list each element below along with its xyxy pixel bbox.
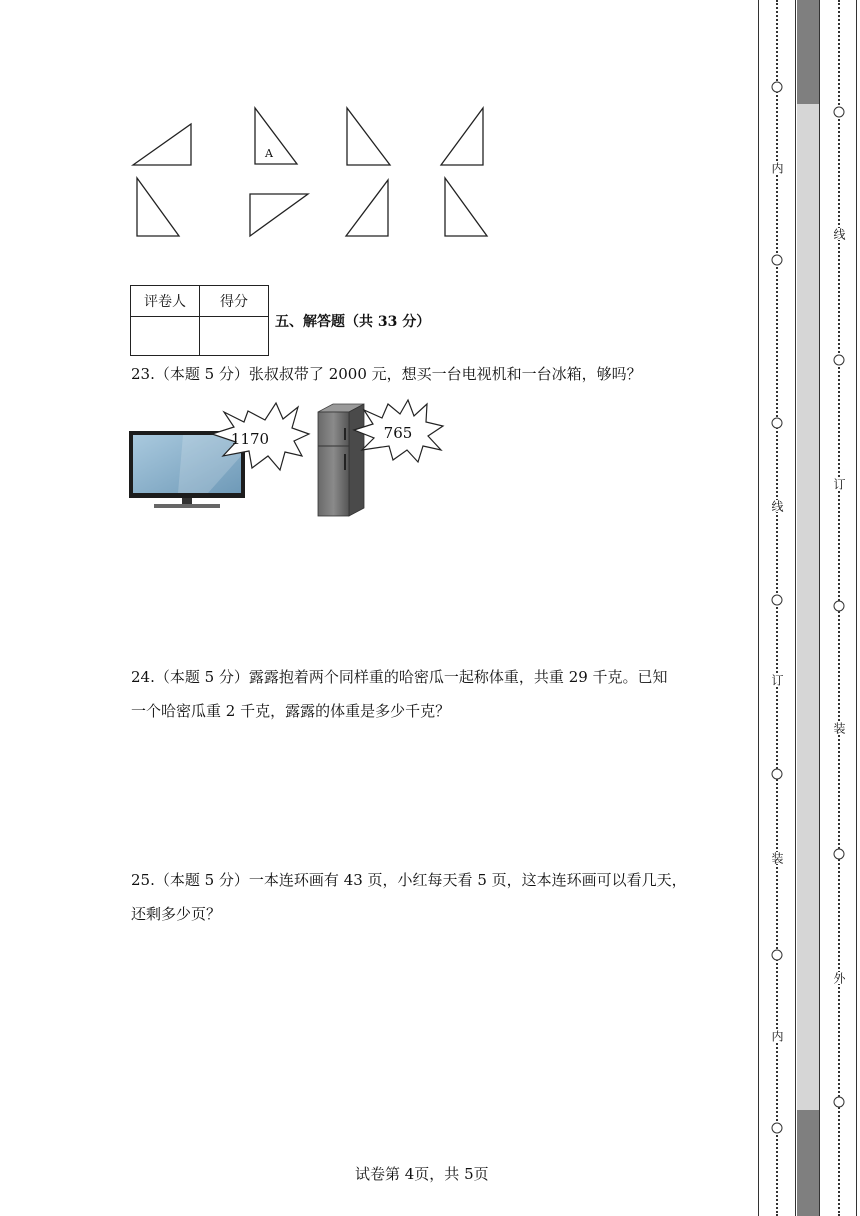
binding-outer-label: 装 <box>832 722 846 734</box>
binding-outer-label: 订 <box>832 478 846 490</box>
question-24 <box>131 660 731 728</box>
tv-price: 1170 <box>230 430 270 448</box>
binding-outer-label: 线 <box>832 228 846 240</box>
question-25-line-2: 还剩多少页？ <box>131 905 222 923</box>
binding-inner-label: 内 <box>770 162 784 174</box>
grader-header: 评卷人 <box>131 286 200 317</box>
triangles-figure <box>125 100 505 245</box>
question-24-line-2: 一个哈密瓜重 2 千克，露露的体重是多少千克？ <box>131 702 451 720</box>
binding-inner-label: 装 <box>770 852 784 864</box>
fridge-price-burst <box>354 400 443 462</box>
page-footer: 试卷第 4页，共 5页 <box>355 1165 489 1183</box>
triangle-a <box>255 108 297 164</box>
binding-circles <box>752 0 860 1216</box>
triangle-4 <box>441 108 483 165</box>
score-header: 得分 <box>200 286 269 317</box>
triangle-5 <box>137 178 179 236</box>
score-cell[interactable] <box>200 317 269 356</box>
grader-cell[interactable] <box>131 317 200 356</box>
fridge-icon <box>318 404 364 516</box>
triangle-3 <box>347 108 390 165</box>
triangle-8 <box>445 178 487 236</box>
question-25-line-1: 25.（本题 5 分）一本连环画有 43 页，小红每天看 5 页，这本连环画可以看几天， <box>131 871 687 889</box>
tv-fridge-figure <box>128 398 450 520</box>
binding-outer-label: 外 <box>832 972 846 984</box>
triangle-7 <box>346 180 388 236</box>
tv-icon <box>129 431 245 508</box>
section-title: 五、解答题（共 33 分） <box>275 314 431 330</box>
fridge-price: 765 <box>383 424 413 442</box>
question-23-text: 23.（本题 5 分）张叔叔带了 2000 元，想买一台电视机和一台冰箱，够吗？ <box>131 365 642 383</box>
question-23 <box>131 357 731 391</box>
binding-inner-label: 订 <box>770 674 784 686</box>
triangle-1 <box>133 124 191 165</box>
triangle-a-label: A <box>265 147 273 160</box>
question-24-line-1: 24.（本题 5 分）露露抱着两个同样重的哈密瓜一起称体重，共重 29 千克。已知 <box>131 668 668 686</box>
binding-inner-label: 内 <box>770 1030 784 1042</box>
score-table <box>130 285 269 356</box>
triangle-6 <box>250 194 308 236</box>
binding-margin <box>752 0 860 1216</box>
binding-inner-label: 线 <box>770 500 784 512</box>
question-25 <box>131 863 731 931</box>
